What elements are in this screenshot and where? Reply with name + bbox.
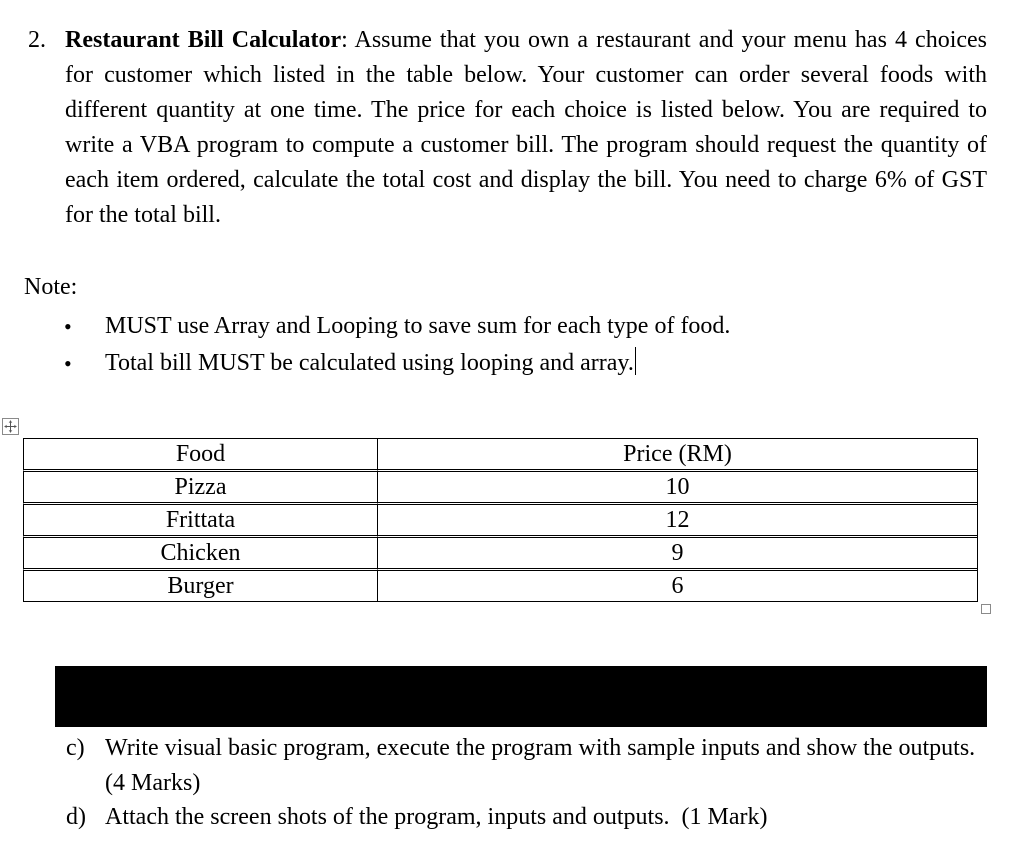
subquestion-label: c) (66, 735, 85, 761)
resize-square-icon[interactable] (981, 604, 991, 614)
food-cell: Chicken (23, 535, 377, 568)
subquestion-label: d) (66, 804, 86, 830)
menu-price-table (23, 438, 978, 602)
note-label: Note: (24, 274, 78, 300)
table-row (23, 535, 977, 568)
move-arrows-icon[interactable] (2, 418, 19, 435)
question-title: Restaurant Bill Calculator (65, 27, 342, 53)
price-cell: 9 (377, 535, 977, 568)
note-bullet-text[interactable] (105, 346, 636, 381)
text-cursor (635, 347, 636, 375)
redaction-bar (55, 666, 987, 727)
bullet-icon: • (64, 314, 72, 339)
note-bullet-text-content: Total bill MUST be calculated using looping and array. (105, 350, 634, 376)
table-row (23, 469, 977, 502)
food-cell: Pizza (23, 469, 377, 502)
price-cell: 10 (377, 469, 977, 502)
bullet-icon: • (64, 351, 72, 376)
table-header-food: Food (23, 438, 377, 469)
table-header-row (23, 438, 977, 469)
price-cell: 12 (377, 502, 977, 535)
table-row (23, 568, 977, 601)
food-cell: Frittata (23, 502, 377, 535)
table-row (23, 502, 977, 535)
food-cell: Burger (23, 568, 377, 601)
note-bullet-text: MUST use Array and Looping to save sum for each type of food. (105, 313, 731, 339)
subquestion-text: Write visual basic program, execute the program with sample inputs and show the outputs. (4 Marks) (105, 735, 976, 796)
question-paragraph (65, 23, 987, 233)
price-cell: 6 (377, 568, 977, 601)
subquestion-text: Attach the screen shots of the program, inputs and outputs. (1 Mark) (105, 804, 768, 830)
question-number: 2. (28, 27, 46, 53)
table-header-price: Price (RM) (377, 438, 977, 469)
question-body: : Assume that you own a restaurant and your menu has 4 choices for customer which listed in the table below. Your customer can order several foods with different quantity at one time. The price for each choice is listed below. You are required to write a VBA program to compute a customer bill. The program should request the quantity of each item ordered, calculate the total cost and display the bill. You need to charge 6% of GST for the total bill. (65, 27, 988, 228)
